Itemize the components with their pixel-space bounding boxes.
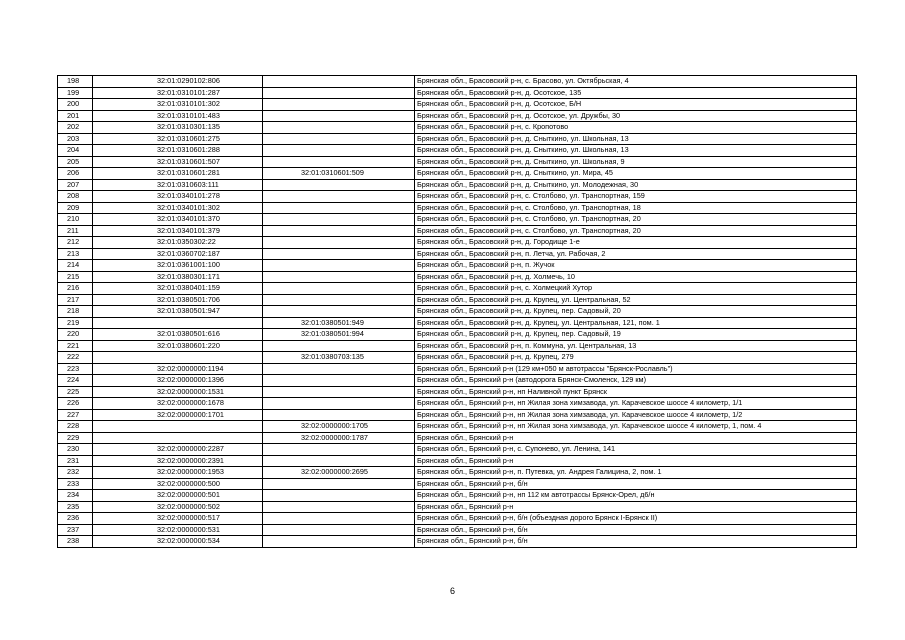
table-row xyxy=(58,317,857,329)
related-cadastral-number: 32:01:0380703:135 xyxy=(263,352,415,364)
table-row xyxy=(58,386,857,398)
cadastral-number: 32:02:0000000:501 xyxy=(93,490,263,502)
cadastral-number: 32:02:0000000:1701 xyxy=(93,409,263,421)
row-number: 219 xyxy=(58,317,93,329)
address: Брянская обл., Брянский р-н, нп Жилая зона химзавода, ул. Карачевское шоссе 4 километр, 1, пом. 4 xyxy=(415,421,857,433)
row-number: 224 xyxy=(58,375,93,387)
table-row xyxy=(58,168,857,180)
cadastral-number: 32:02:0000000:1194 xyxy=(93,363,263,375)
cadastral-number: 32:01:0380501:616 xyxy=(93,329,263,341)
row-number: 225 xyxy=(58,386,93,398)
row-number: 217 xyxy=(58,294,93,306)
related-cadastral-number xyxy=(263,363,415,375)
table-row xyxy=(58,271,857,283)
related-cadastral-number xyxy=(263,340,415,352)
table-row xyxy=(58,421,857,433)
cadastral-number: 32:01:0380601:220 xyxy=(93,340,263,352)
row-number: 198 xyxy=(58,76,93,88)
related-cadastral-number xyxy=(263,76,415,88)
table-row xyxy=(58,225,857,237)
registry-table-body xyxy=(58,76,857,548)
table-row xyxy=(58,306,857,318)
table-row xyxy=(58,294,857,306)
related-cadastral-number: 32:01:0380501:994 xyxy=(263,329,415,341)
address: Брянская обл., Брасовский р-н, д. Сныткино, ул. Мира, 45 xyxy=(415,168,857,180)
table-row xyxy=(58,76,857,88)
row-number: 202 xyxy=(58,122,93,134)
related-cadastral-number xyxy=(263,260,415,272)
cadastral-number: 32:01:0340101:379 xyxy=(93,225,263,237)
cadastral-number: 32:02:0000000:531 xyxy=(93,524,263,536)
table-row xyxy=(58,248,857,260)
address: Брянская обл., Брянский р-н, с. Супонево, ул. Ленина, 141 xyxy=(415,444,857,456)
related-cadastral-number xyxy=(263,225,415,237)
cadastral-number: 32:02:0000000:2391 xyxy=(93,455,263,467)
row-number: 222 xyxy=(58,352,93,364)
related-cadastral-number xyxy=(263,156,415,168)
row-number: 206 xyxy=(58,168,93,180)
cadastral-number: 32:01:0310301:135 xyxy=(93,122,263,134)
cadastral-number: 32:01:0310601:507 xyxy=(93,156,263,168)
address: Брянская обл., Брянский р-н, б/н (объездная дорого Брянск I-Брянск II) xyxy=(415,513,857,525)
table-row xyxy=(58,133,857,145)
related-cadastral-number xyxy=(263,490,415,502)
table-row xyxy=(58,156,857,168)
row-number: 230 xyxy=(58,444,93,456)
address: Брянская обл., Брянский р-н, б/н xyxy=(415,536,857,548)
address: Брянская обл., Брасовский р-н, с. Холмецкий Хутор xyxy=(415,283,857,295)
row-number: 216 xyxy=(58,283,93,295)
table-row xyxy=(58,536,857,548)
address: Брянская обл., Брянский р-н, б/н xyxy=(415,524,857,536)
address: Брянская обл., Брасовский р-н, д. Крупец, пер. Садовый, 19 xyxy=(415,329,857,341)
address: Брянская обл., Брянский р-н, нп Наливной пункт Брянск xyxy=(415,386,857,398)
row-number: 209 xyxy=(58,202,93,214)
table-row xyxy=(58,513,857,525)
related-cadastral-number xyxy=(263,202,415,214)
row-number: 211 xyxy=(58,225,93,237)
cadastral-number: 32:02:0000000:1531 xyxy=(93,386,263,398)
row-number: 237 xyxy=(58,524,93,536)
address: Брянская обл., Брасовский р-н, с. Столбово, ул. Транспортная, 20 xyxy=(415,214,857,226)
table-row xyxy=(58,478,857,490)
related-cadastral-number: 32:01:0310601:509 xyxy=(263,168,415,180)
row-number: 205 xyxy=(58,156,93,168)
address: Брянская обл., Брасовский р-н, д. Городище 1-е xyxy=(415,237,857,249)
table-row xyxy=(58,214,857,226)
related-cadastral-number xyxy=(263,133,415,145)
table-row xyxy=(58,283,857,295)
address: Брянская обл., Брасовский р-н, д. Холмечь, 10 xyxy=(415,271,857,283)
address: Брянская обл., Брасовский р-н, д. Осотское, ул. Дружбы, 30 xyxy=(415,110,857,122)
cadastral-number: 32:01:0310601:288 xyxy=(93,145,263,157)
table-row xyxy=(58,202,857,214)
address: Брянская обл., Брянский р-н (автодорога Брянск-Смоленск, 129 км) xyxy=(415,375,857,387)
related-cadastral-number xyxy=(263,294,415,306)
cadastral-number: 32:01:0340101:302 xyxy=(93,202,263,214)
related-cadastral-number xyxy=(263,271,415,283)
related-cadastral-number xyxy=(263,122,415,134)
cadastral-number: 32:01:0380501:706 xyxy=(93,294,263,306)
row-number: 218 xyxy=(58,306,93,318)
related-cadastral-number xyxy=(263,191,415,203)
address: Брянская обл., Брасовский р-н, д. Сныткино, ул. Молодежная, 30 xyxy=(415,179,857,191)
related-cadastral-number xyxy=(263,283,415,295)
cadastral-number: 32:01:0361001:100 xyxy=(93,260,263,272)
row-number: 235 xyxy=(58,501,93,513)
address: Брянская обл., Брасовский р-н, д. Осотское, Б/Н xyxy=(415,99,857,111)
table-row xyxy=(58,524,857,536)
address: Брянская обл., Брасовский р-н, д. Крупец, пер. Садовый, 20 xyxy=(415,306,857,318)
related-cadastral-number xyxy=(263,501,415,513)
table-row xyxy=(58,455,857,467)
address: Брянская обл., Брянский р-н xyxy=(415,432,857,444)
cadastral-number: 32:01:0310101:287 xyxy=(93,87,263,99)
table-row xyxy=(58,179,857,191)
related-cadastral-number xyxy=(263,524,415,536)
table-row xyxy=(58,467,857,479)
row-number: 233 xyxy=(58,478,93,490)
table-row xyxy=(58,191,857,203)
row-number: 234 xyxy=(58,490,93,502)
related-cadastral-number: 32:02:0000000:1705 xyxy=(263,421,415,433)
cadastral-number: 32:01:0360702:187 xyxy=(93,248,263,260)
table-row xyxy=(58,490,857,502)
related-cadastral-number xyxy=(263,478,415,490)
row-number: 210 xyxy=(58,214,93,226)
address: Брянская обл., Брянский р-н, нп Жилая зона химзавода, ул. Карачевское шоссе 4 километр, 1/2 xyxy=(415,409,857,421)
related-cadastral-number xyxy=(263,87,415,99)
address: Брянская обл., Брасовский р-н, д. Сныткино, ул. Школьная, 9 xyxy=(415,156,857,168)
related-cadastral-number: 32:01:0380501:949 xyxy=(263,317,415,329)
address: Брянская обл., Брасовский р-н, д. Крупец, ул. Центральная, 121, пом. 1 xyxy=(415,317,857,329)
row-number: 201 xyxy=(58,110,93,122)
table-row xyxy=(58,375,857,387)
cadastral-number xyxy=(93,421,263,433)
related-cadastral-number xyxy=(263,409,415,421)
related-cadastral-number xyxy=(263,145,415,157)
cadastral-number: 32:02:0000000:517 xyxy=(93,513,263,525)
row-number: 232 xyxy=(58,467,93,479)
cadastral-number: 32:01:0380301:171 xyxy=(93,271,263,283)
cadastral-number: 32:01:0340101:370 xyxy=(93,214,263,226)
cadastral-number: 32:01:0310601:275 xyxy=(93,133,263,145)
cadastral-number xyxy=(93,317,263,329)
cadastral-number xyxy=(93,432,263,444)
address: Брянская обл., Брянский р-н, нп 112 км автотрассы Брянск-Орел, д6/н xyxy=(415,490,857,502)
row-number: 220 xyxy=(58,329,93,341)
address: Брянская обл., Брасовский р-н, д. Крупец, 279 xyxy=(415,352,857,364)
table-row xyxy=(58,122,857,134)
address: Брянская обл., Брянский р-н, нп Жилая зона химзавода, ул. Карачевское шоссе 4 километр, 1/1 xyxy=(415,398,857,410)
row-number: 214 xyxy=(58,260,93,272)
row-number: 236 xyxy=(58,513,93,525)
related-cadastral-number xyxy=(263,398,415,410)
address: Брянская обл., Брянский р-н xyxy=(415,501,857,513)
related-cadastral-number xyxy=(263,513,415,525)
address: Брянская обл., Брасовский р-н, д. Крупец, ул. Центральная, 52 xyxy=(415,294,857,306)
related-cadastral-number xyxy=(263,306,415,318)
table-row xyxy=(58,99,857,111)
cadastral-number: 32:01:0380401:159 xyxy=(93,283,263,295)
row-number: 208 xyxy=(58,191,93,203)
cadastral-number: 32:01:0310603:111 xyxy=(93,179,263,191)
related-cadastral-number: 32:02:0000000:1787 xyxy=(263,432,415,444)
table-row xyxy=(58,145,857,157)
related-cadastral-number: 32:02:0000000:2695 xyxy=(263,467,415,479)
address: Брянская обл., Брасовский р-н, п. Летча, ул. Рабочая, 2 xyxy=(415,248,857,260)
cadastral-number: 32:01:0340101:278 xyxy=(93,191,263,203)
related-cadastral-number xyxy=(263,444,415,456)
row-number: 207 xyxy=(58,179,93,191)
related-cadastral-number xyxy=(263,179,415,191)
table-row xyxy=(58,329,857,341)
table-row xyxy=(58,352,857,364)
related-cadastral-number xyxy=(263,386,415,398)
cadastral-number: 32:01:0350302:22 xyxy=(93,237,263,249)
table-row xyxy=(58,432,857,444)
table-row xyxy=(58,237,857,249)
address: Брянская обл., Брасовский р-н, п. Жучок xyxy=(415,260,857,272)
row-number: 223 xyxy=(58,363,93,375)
row-number: 238 xyxy=(58,536,93,548)
row-number: 200 xyxy=(58,99,93,111)
address: Брянская обл., Брасовский р-н, д. Осотское, 135 xyxy=(415,87,857,99)
row-number: 228 xyxy=(58,421,93,433)
related-cadastral-number xyxy=(263,375,415,387)
row-number: 231 xyxy=(58,455,93,467)
address: Брянская обл., Брасовский р-н, п. Коммуна, ул. Центральная, 13 xyxy=(415,340,857,352)
address: Брянская обл., Брянский р-н, п. Путевка, ул. Андрея Галицина, 2, пом. 1 xyxy=(415,467,857,479)
row-number: 221 xyxy=(58,340,93,352)
cadastral-number: 32:02:0000000:534 xyxy=(93,536,263,548)
related-cadastral-number xyxy=(263,237,415,249)
table-row xyxy=(58,398,857,410)
cadastral-number: 32:02:0000000:1396 xyxy=(93,375,263,387)
cadastral-number: 32:02:0000000:1953 xyxy=(93,467,263,479)
cadastral-number: 32:02:0000000:500 xyxy=(93,478,263,490)
table-row xyxy=(58,444,857,456)
table-row xyxy=(58,340,857,352)
address: Брянская обл., Брасовский р-н, с. Столбово, ул. Транспортная, 18 xyxy=(415,202,857,214)
cadastral-number: 32:02:0000000:502 xyxy=(93,501,263,513)
cadastral-number: 32:02:0000000:2287 xyxy=(93,444,263,456)
cadastral-number: 32:01:0380501:947 xyxy=(93,306,263,318)
cadastral-number xyxy=(93,352,263,364)
address: Брянская обл., Брасовский р-н, с. Столбово, ул. Транспортная, 159 xyxy=(415,191,857,203)
address: Брянская обл., Брасовский р-н, с. Брасово, ул. Октябрьская, 4 xyxy=(415,76,857,88)
registry-table xyxy=(57,75,857,548)
address: Брянская обл., Брасовский р-н, с. Столбово, ул. Транспортная, 20 xyxy=(415,225,857,237)
address: Брянская обл., Брасовский р-н, д. Сныткино, ул. Школьная, 13 xyxy=(415,133,857,145)
related-cadastral-number xyxy=(263,110,415,122)
related-cadastral-number xyxy=(263,99,415,111)
row-number: 226 xyxy=(58,398,93,410)
cadastral-number: 32:01:0310601:281 xyxy=(93,168,263,180)
related-cadastral-number xyxy=(263,536,415,548)
address: Брянская обл., Брасовский р-н, с. Кропотово xyxy=(415,122,857,134)
cadastral-number: 32:02:0000000:1678 xyxy=(93,398,263,410)
related-cadastral-number xyxy=(263,248,415,260)
address: Брянская обл., Брасовский р-н, д. Сныткино, ул. Школьная, 13 xyxy=(415,145,857,157)
row-number: 227 xyxy=(58,409,93,421)
table-row xyxy=(58,501,857,513)
row-number: 213 xyxy=(58,248,93,260)
row-number: 204 xyxy=(58,145,93,157)
page-number: 6 xyxy=(449,586,455,596)
address: Брянская обл., Брянский р-н (129 км+050 м автотрассы "Брянск-Рославль") xyxy=(415,363,857,375)
related-cadastral-number xyxy=(263,214,415,226)
related-cadastral-number xyxy=(263,455,415,467)
row-number: 229 xyxy=(58,432,93,444)
table-row xyxy=(58,363,857,375)
table-row xyxy=(58,409,857,421)
row-number: 203 xyxy=(58,133,93,145)
address: Брянская обл., Брянский р-н xyxy=(415,455,857,467)
cadastral-number: 32:01:0290102:806 xyxy=(93,76,263,88)
table-row xyxy=(58,87,857,99)
table-row xyxy=(58,260,857,272)
row-number: 199 xyxy=(58,87,93,99)
row-number: 212 xyxy=(58,237,93,249)
cadastral-number: 32:01:0310101:302 xyxy=(93,99,263,111)
address: Брянская обл., Брянский р-н, б/н xyxy=(415,478,857,490)
row-number: 215 xyxy=(58,271,93,283)
table-row xyxy=(58,110,857,122)
cadastral-number: 32:01:0310101:483 xyxy=(93,110,263,122)
